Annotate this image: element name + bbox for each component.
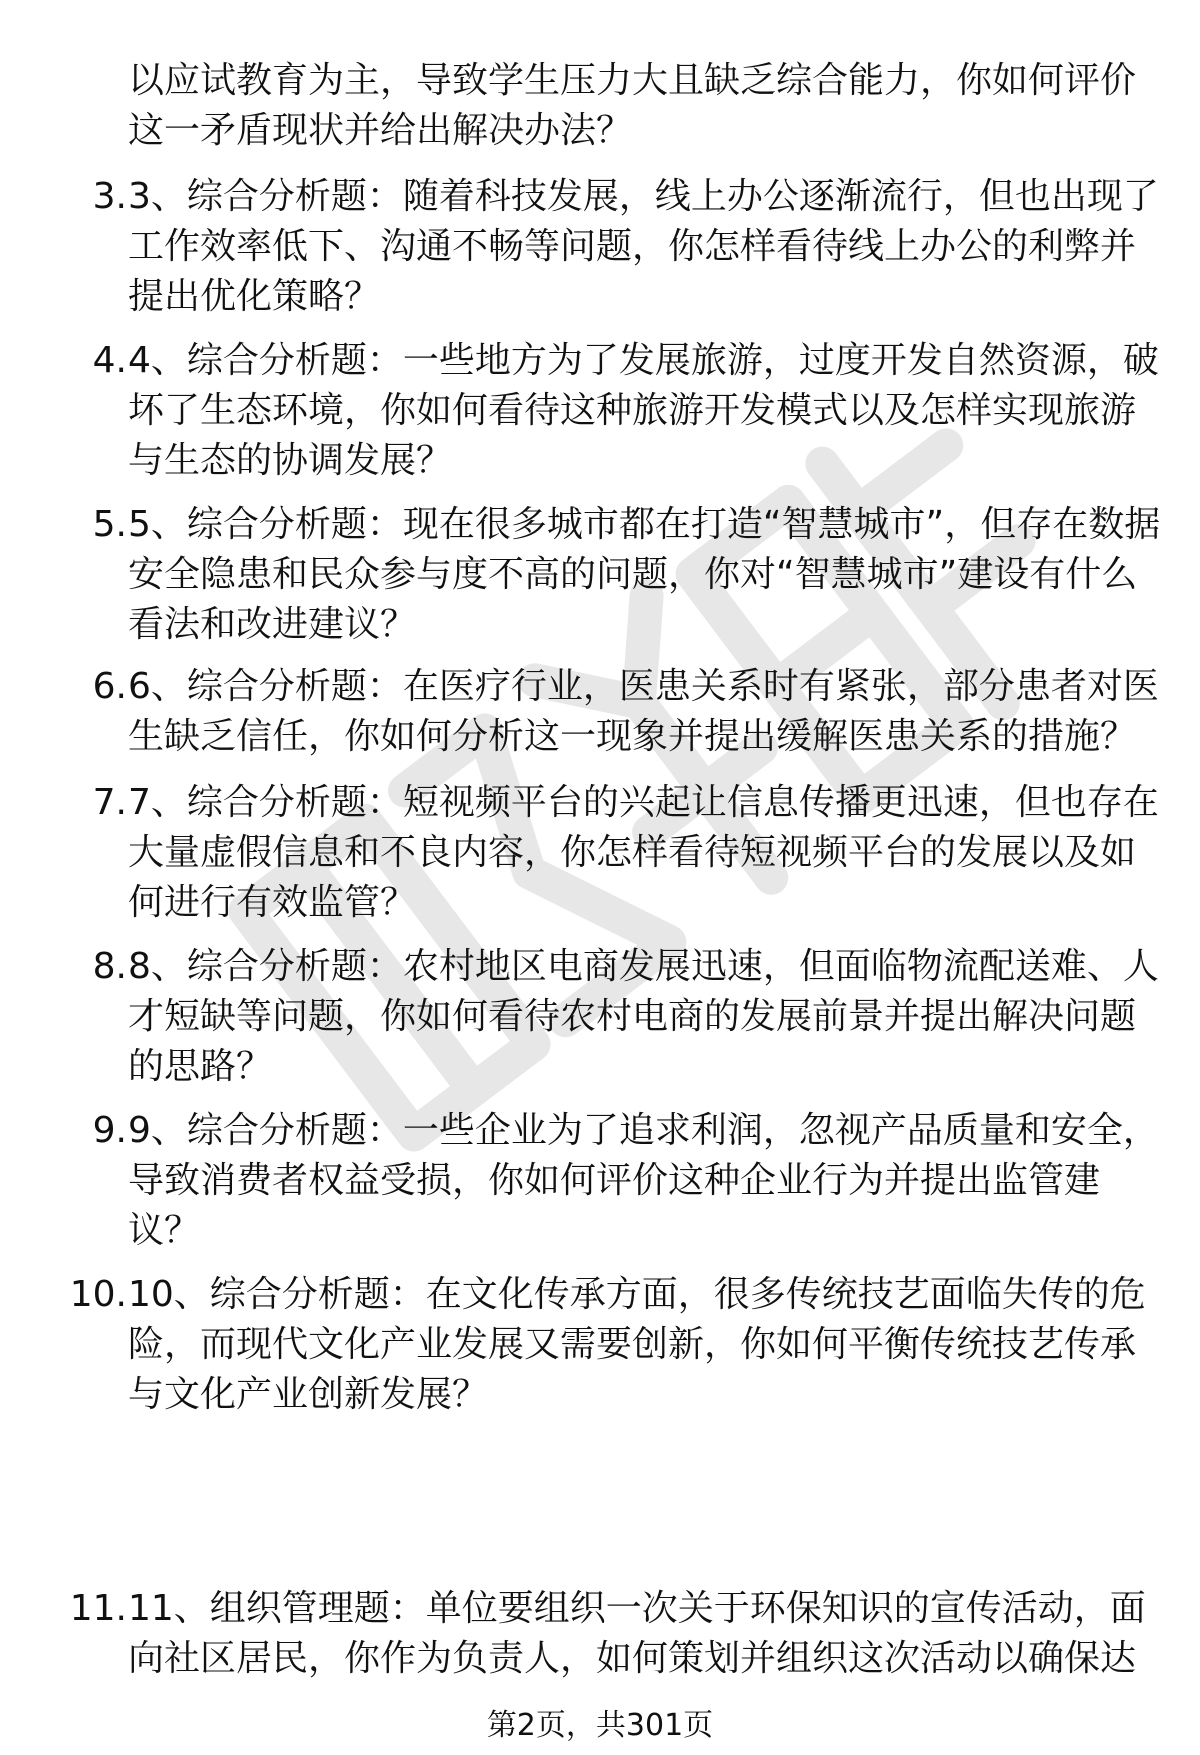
list-item-number: 9. — [92, 1110, 127, 1151]
list-item-text: 4、综合分析题：一些地方为了发展旅游，过度开发自然资源，破坏了生态环境，你如何看待这种旅游开发模式以及怎样实现旅游与生态的协调发展？ — [128, 340, 1159, 481]
list-item-number: 10. — [69, 1274, 127, 1315]
list-item-number: 4. — [92, 340, 127, 381]
list-item-number: 8. — [92, 946, 127, 987]
list-item-number: 3. — [92, 176, 127, 217]
list-item-text: 5、综合分析题：现在很多城市都在打造“智慧城市”，但存在数据安全隐患和民众参与度不高的问题，你对“智慧城市”建设有什么看法和改进建议？ — [128, 504, 1161, 645]
list-item-number: 5. — [92, 504, 127, 545]
list-item-text: 6、综合分析题：在医疗行业，医患关系时有紧张，部分患者对医生缺乏信任，你如何分析这一现象并提出缓解医患关系的措施？ — [128, 666, 1159, 757]
list-item-text: 11、组织管理题：单位要组织一次关于环保知识的宣传活动，面向社区居民，你作为负责人，如何策划并组织这次活动以确保达 — [128, 1588, 1146, 1679]
list-item-text: 8、综合分析题：农村地区电商发展迅速，但面临物流配送难、人才短缺等问题，你如何看待农村电商的发展前景并提出解决问题的思路？ — [128, 946, 1159, 1087]
list-item-text: 10、综合分析题：在文化传承方面，很多传统技艺面临失传的危险，而现代文化产业发展又需要创新，你如何平衡传统技艺传承与文化产业创新发展？ — [128, 1274, 1146, 1415]
page-number: 第2页，共301页 — [486, 1708, 714, 1743]
list-item-number: 11. — [69, 1588, 127, 1629]
list-item-text: 7、综合分析题：短视频平台的兴起让信息传播更迅速，但也存在大量虚假信息和不良内容，你怎样看待短视频平台的发展以及如何进行有效监管？ — [128, 782, 1159, 923]
list-item-number: 6. — [92, 666, 127, 707]
list-item-number: 7. — [92, 782, 127, 823]
list-item-text: 3、综合分析题：随着科技发展，线上办公逐渐流行，但也出现了工作效率低下、沟通不畅等问题，你怎样看待线上办公的利弊并提出优化策略？ — [128, 176, 1159, 317]
list-item-text: 9、综合分析题：一些企业为了追求利润，忽视产品质量和安全，导致消费者权益受损，你如何评价这种企业行为并提出监管建议？ — [128, 1110, 1159, 1251]
continued-question-text: 以应试教育为主，导致学生压力大且缺乏综合能力，你如何评价这一矛盾现状并给出解决办法？ — [128, 60, 1137, 151]
